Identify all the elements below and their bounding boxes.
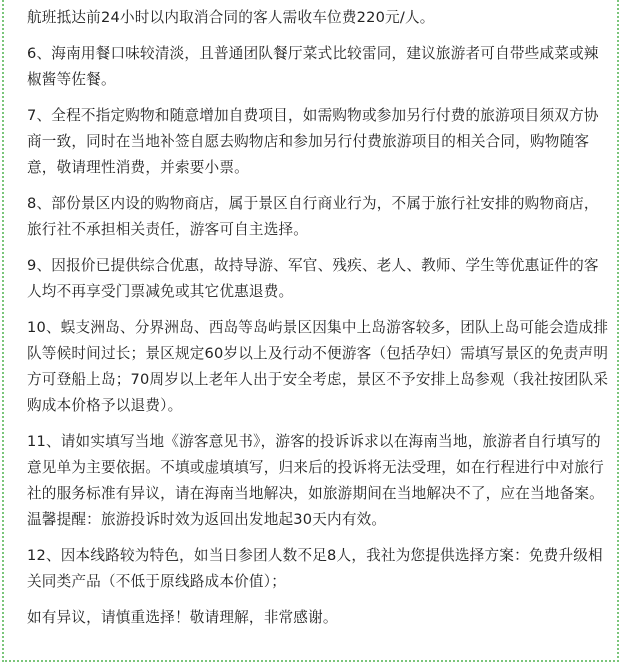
- paragraph-item-6: 6、海南用餐口味较清淡，且普通团队餐厅菜式比较雷同，建议旅游者可自带些咸菜或辣椒酱等佐餐。: [27, 45, 599, 88]
- paragraph-item-8: 8、部份景区内设的购物商店，属于景区自行商业行为，不属于旅行社安排的购物商店，旅行社不承担相关责任，游客可自主选择。: [27, 195, 599, 238]
- paragraph-flight-cancellation: 航班抵达前24小时以内取消合同的客人需收车位费220元/人。: [27, 9, 435, 26]
- paragraph-item-10: 10、蜈支洲岛、分界洲岛、西岛等岛屿景区因集中上岛游客较多，团队上岛可能会造成排队等候时间过长；景区规定60岁以上及行动不便游客（包括孕妇）需填写景区的免责声明方可登船上岛；70周岁以上老年人出于安全考虑，景区不予安排上岛参观（我社按团队采购成本价格予以退费）。: [27, 319, 609, 414]
- document-body: [27, 0, 611, 631]
- paragraph-item-12: 12、因本线路较为特色，如当日参团人数不足8人，我社为您提供选择方案：免费升级相关同类产品（不低于原线路成本价值）；: [27, 547, 603, 590]
- paragraph-item-9: 9、因报价已提供综合优惠，故持导游、军官、残疾、老人、教师、学生等优惠证件的客人均不再享受门票减免或其它优惠退费。: [27, 257, 599, 300]
- paragraph-item-7: 7、全程不指定购物和随意增加自费项目，如需购物或参加另行付费的旅游项目须双方协商一致，同时在当地补签自愿去购物店和参加另行付费旅游项目的相关合同，购物随客意，敬请理性消费，并索要小票。: [27, 107, 599, 176]
- paragraph-closing-note: 如有异议，请慎重选择！敬请理解，非常感谢。: [27, 609, 338, 626]
- paragraph-item-11: 11、请如实填写当地《游客意见书》，游客的投诉诉求以在海南当地，旅游者自行填写的意见单为主要依据。不填或虚填填写，归来后的投诉将无法受理，如在行程进行中对旅行社的服务标准有异议，请在海南当地解决，如旅游期间在当地解决不了，应在当地备案。温馨提醒：旅游投诉时效为返回出发地起30天内有效。: [27, 433, 604, 528]
